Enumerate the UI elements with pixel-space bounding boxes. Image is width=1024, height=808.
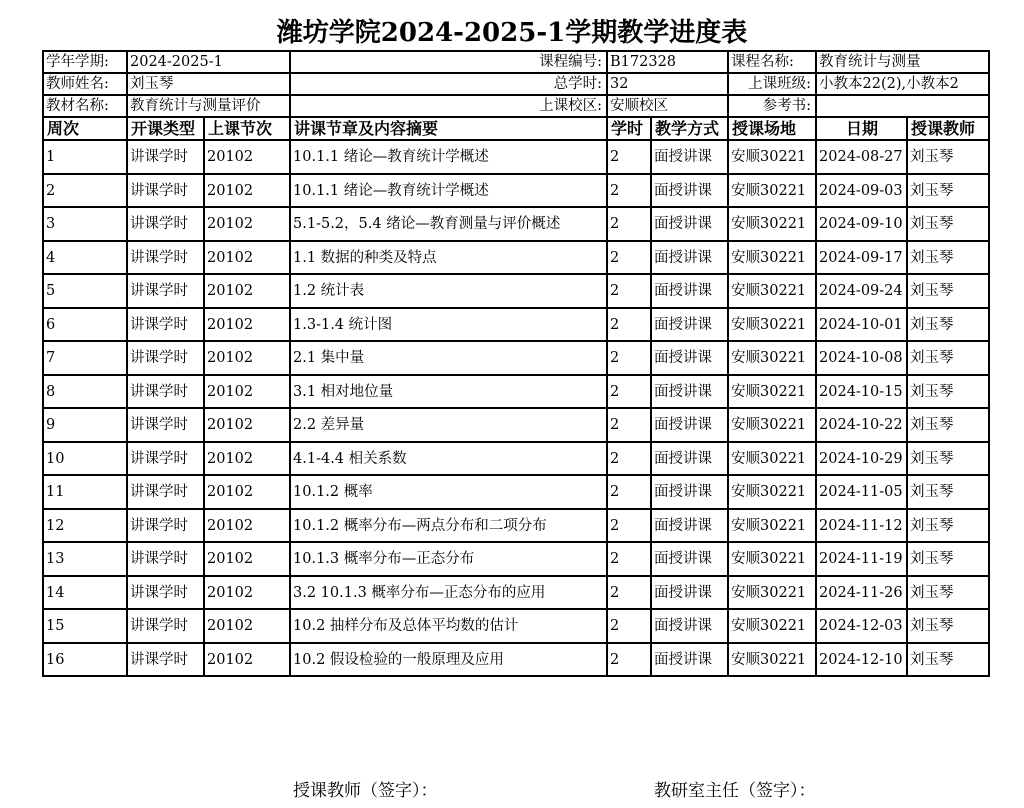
cell-hours: 2 — [607, 375, 651, 409]
cell-teacher: 刘玉琴 — [907, 140, 989, 174]
cell-content: 3.1 相对地位量 — [290, 375, 607, 409]
cell-date: 2024-09-17 — [816, 241, 907, 275]
cell-hours: 2 — [607, 576, 651, 610]
cell-venue: 安顺30221 — [728, 542, 816, 576]
cell-content: 1.1 数据的种类及特点 — [290, 241, 607, 275]
cell-week: 5 — [43, 274, 127, 308]
cell-period: 20102 — [204, 442, 290, 476]
cell-date: 2024-10-08 — [816, 341, 907, 375]
cell-teacher: 刘玉琴 — [907, 442, 989, 476]
table-row — [43, 509, 989, 543]
cell-method: 面授讲课 — [651, 542, 728, 576]
cell-week: 15 — [43, 609, 127, 643]
header-col-venue: 授课场地 — [728, 117, 816, 140]
cell-method: 面授讲课 — [651, 408, 728, 442]
cell-venue: 安顺30221 — [728, 408, 816, 442]
cell-teacher: 刘玉琴 — [907, 408, 989, 442]
cell-period: 20102 — [204, 241, 290, 275]
cell-content: 10.1.2 概率 — [290, 475, 607, 509]
cell-content: 1.2 统计表 — [290, 274, 607, 308]
cell-type: 讲课学时 — [127, 140, 204, 174]
cell-type: 讲课学时 — [127, 174, 204, 208]
cell-teacher: 刘玉琴 — [907, 274, 989, 308]
cell-content: 10.1.2 概率分布—两点分布和二项分布 — [290, 509, 607, 543]
cell-teacher: 刘玉琴 — [907, 308, 989, 342]
cell-method: 面授讲课 — [651, 442, 728, 476]
cell-date: 2024-12-10 — [816, 643, 907, 677]
cell-date: 2024-11-12 — [816, 509, 907, 543]
cell-week: 1 — [43, 140, 127, 174]
cell-period: 20102 — [204, 274, 290, 308]
director-signature-label: 教研室主任（签字）： — [654, 781, 816, 801]
cell-date: 2024-10-01 — [816, 308, 907, 342]
cell-week: 11 — [43, 475, 127, 509]
table-row — [43, 241, 989, 275]
cell-period: 20102 — [204, 341, 290, 375]
cell-teacher: 刘玉琴 — [907, 643, 989, 677]
cell-type: 讲课学时 — [127, 375, 204, 409]
cell-period: 20102 — [204, 609, 290, 643]
cell-content: 1.3-1.4 统计图 — [290, 308, 607, 342]
cell-period: 20102 — [204, 207, 290, 241]
reference-value — [816, 95, 989, 117]
cell-venue: 安顺30221 — [728, 274, 816, 308]
table-row — [43, 140, 989, 174]
cell-hours: 2 — [607, 241, 651, 275]
cell-method: 面授讲课 — [651, 308, 728, 342]
table-row — [43, 643, 989, 677]
cell-teacher: 刘玉琴 — [907, 207, 989, 241]
cell-type: 讲课学时 — [127, 308, 204, 342]
header-col-type: 开课类型 — [127, 117, 204, 140]
cell-venue: 安顺30221 — [728, 241, 816, 275]
cell-venue: 安顺30221 — [728, 643, 816, 677]
table-row — [43, 274, 989, 308]
cell-date: 2024-10-15 — [816, 375, 907, 409]
cell-method: 面授讲课 — [651, 609, 728, 643]
schedule-table — [42, 50, 990, 677]
course-name-label: 课程名称: — [728, 51, 816, 73]
cell-method: 面授讲课 — [651, 207, 728, 241]
course-code-value: B172328 — [607, 51, 728, 73]
header-col-hours: 学时 — [607, 117, 651, 140]
header-col-method: 教学方式 — [651, 117, 728, 140]
cell-teacher: 刘玉琴 — [907, 375, 989, 409]
course-name-value: 教育统计与测量 — [816, 51, 989, 73]
cell-method: 面授讲课 — [651, 643, 728, 677]
cell-hours: 2 — [607, 442, 651, 476]
cell-content: 10.1.1 绪论—教育统计学概述 — [290, 140, 607, 174]
table-row — [43, 542, 989, 576]
cell-period: 20102 — [204, 542, 290, 576]
cell-week: 2 — [43, 174, 127, 208]
cell-hours: 2 — [607, 609, 651, 643]
cell-date: 2024-08-27 — [816, 140, 907, 174]
cell-method: 面授讲课 — [651, 241, 728, 275]
cell-period: 20102 — [204, 308, 290, 342]
cell-period: 20102 — [204, 375, 290, 409]
cell-method: 面授讲课 — [651, 475, 728, 509]
cell-venue: 安顺30221 — [728, 375, 816, 409]
table-row — [43, 375, 989, 409]
cell-teacher: 刘玉琴 — [907, 576, 989, 610]
cell-venue: 安顺30221 — [728, 442, 816, 476]
table-row — [43, 174, 989, 208]
cell-type: 讲课学时 — [127, 408, 204, 442]
cell-type: 讲课学时 — [127, 442, 204, 476]
cell-content: 2.2 差异量 — [290, 408, 607, 442]
cell-teacher: 刘玉琴 — [907, 475, 989, 509]
reference-label: 参考书: — [728, 95, 816, 117]
cell-hours: 2 — [607, 509, 651, 543]
cell-date: 2024-09-24 — [816, 274, 907, 308]
cell-week: 9 — [43, 408, 127, 442]
header-col-content: 讲课节章及内容摘要 — [290, 117, 607, 140]
cell-method: 面授讲课 — [651, 509, 728, 543]
table-row — [43, 341, 989, 375]
cell-content: 10.1.3 概率分布—正态分布 — [290, 542, 607, 576]
campus-label: 上课校区: — [290, 95, 607, 117]
cell-teacher: 刘玉琴 — [907, 509, 989, 543]
table-row — [43, 576, 989, 610]
cell-hours: 2 — [607, 174, 651, 208]
cell-teacher: 刘玉琴 — [907, 174, 989, 208]
cell-week: 16 — [43, 643, 127, 677]
cell-date: 2024-11-05 — [816, 475, 907, 509]
cell-method: 面授讲课 — [651, 140, 728, 174]
cell-teacher: 刘玉琴 — [907, 241, 989, 275]
cell-hours: 2 — [607, 274, 651, 308]
header-col-date: 日期 — [816, 117, 907, 140]
cell-venue: 安顺30221 — [728, 140, 816, 174]
campus-value: 安顺校区 — [607, 95, 728, 117]
cell-hours: 2 — [607, 308, 651, 342]
cell-period: 20102 — [204, 408, 290, 442]
cell-week: 3 — [43, 207, 127, 241]
cell-week: 7 — [43, 341, 127, 375]
class-value: 小教本22(2),小教本2 — [816, 73, 989, 95]
total-hours-value: 32 — [607, 73, 728, 95]
cell-method: 面授讲课 — [651, 341, 728, 375]
cell-period: 20102 — [204, 475, 290, 509]
cell-hours: 2 — [607, 341, 651, 375]
header-col-week: 周次 — [43, 117, 127, 140]
cell-hours: 2 — [607, 643, 651, 677]
textbook-value: 教育统计与测量评价 — [127, 95, 290, 117]
cell-content: 5.1-5.2，5.4 绪论—教育测量与评价概述 — [290, 207, 607, 241]
cell-method: 面授讲课 — [651, 174, 728, 208]
cell-venue: 安顺30221 — [728, 475, 816, 509]
cell-date: 2024-10-22 — [816, 408, 907, 442]
cell-venue: 安顺30221 — [728, 308, 816, 342]
cell-hours: 2 — [607, 408, 651, 442]
course-code-label: 课程编号: — [290, 51, 607, 73]
cell-type: 讲课学时 — [127, 341, 204, 375]
cell-teacher: 刘玉琴 — [907, 609, 989, 643]
cell-week: 8 — [43, 375, 127, 409]
table-row — [43, 408, 989, 442]
cell-type: 讲课学时 — [127, 274, 204, 308]
table-row — [43, 207, 989, 241]
cell-teacher: 刘玉琴 — [907, 341, 989, 375]
cell-type: 讲课学时 — [127, 643, 204, 677]
cell-week: 10 — [43, 442, 127, 476]
textbook-label: 教材名称: — [43, 95, 127, 117]
info-row-teacher — [43, 73, 989, 95]
cell-week: 12 — [43, 509, 127, 543]
cell-type: 讲课学时 — [127, 576, 204, 610]
cell-content: 10.2 抽样分布及总体平均数的估计 — [290, 609, 607, 643]
cell-venue: 安顺30221 — [728, 609, 816, 643]
cell-type: 讲课学时 — [127, 609, 204, 643]
cell-week: 14 — [43, 576, 127, 610]
header-col-teacher: 授课教师 — [907, 117, 989, 140]
cell-method: 面授讲课 — [651, 576, 728, 610]
cell-type: 讲课学时 — [127, 542, 204, 576]
table-row — [43, 308, 989, 342]
info-row-term — [43, 51, 989, 73]
cell-hours: 2 — [607, 207, 651, 241]
cell-date: 2024-10-29 — [816, 442, 907, 476]
cell-method: 面授讲课 — [651, 274, 728, 308]
cell-type: 讲课学时 — [127, 241, 204, 275]
cell-content: 2.1 集中量 — [290, 341, 607, 375]
term-value: 2024-2025-1 — [127, 51, 290, 73]
cell-hours: 2 — [607, 542, 651, 576]
cell-content: 10.2 假设检验的一般原理及应用 — [290, 643, 607, 677]
cell-teacher: 刘玉琴 — [907, 542, 989, 576]
cell-period: 20102 — [204, 509, 290, 543]
header-col-period: 上课节次 — [204, 117, 290, 140]
cell-venue: 安顺30221 — [728, 509, 816, 543]
cell-week: 6 — [43, 308, 127, 342]
cell-week: 4 — [43, 241, 127, 275]
cell-type: 讲课学时 — [127, 207, 204, 241]
cell-date: 2024-11-19 — [816, 542, 907, 576]
cell-date: 2024-12-03 — [816, 609, 907, 643]
cell-content: 3.2 10.1.3 概率分布—正态分布的应用 — [290, 576, 607, 610]
cell-hours: 2 — [607, 140, 651, 174]
cell-venue: 安顺30221 — [728, 576, 816, 610]
cell-date: 2024-09-03 — [816, 174, 907, 208]
cell-method: 面授讲课 — [651, 375, 728, 409]
cell-period: 20102 — [204, 576, 290, 610]
teacher-label: 教师姓名: — [43, 73, 127, 95]
cell-hours: 2 — [607, 475, 651, 509]
table-row — [43, 442, 989, 476]
teacher-value: 刘玉琴 — [127, 73, 290, 95]
cell-content: 4.1-4.4 相关系数 — [290, 442, 607, 476]
page-title: 潍坊学院2024-2025-1学期教学进度表 — [276, 18, 748, 48]
cell-venue: 安顺30221 — [728, 207, 816, 241]
cell-week: 13 — [43, 542, 127, 576]
cell-period: 20102 — [204, 643, 290, 677]
cell-type: 讲课学时 — [127, 509, 204, 543]
table-row — [43, 475, 989, 509]
class-label: 上课班级: — [728, 73, 816, 95]
term-label: 学年学期: — [43, 51, 127, 73]
cell-period: 20102 — [204, 140, 290, 174]
cell-venue: 安顺30221 — [728, 174, 816, 208]
teacher-signature-label: 授课教师（签字）： — [293, 781, 438, 801]
cell-date: 2024-11-26 — [816, 576, 907, 610]
cell-venue: 安顺30221 — [728, 341, 816, 375]
table-header-row — [43, 117, 989, 140]
cell-date: 2024-09-10 — [816, 207, 907, 241]
cell-period: 20102 — [204, 174, 290, 208]
info-row-textbook — [43, 95, 989, 117]
total-hours-label: 总学时: — [290, 73, 607, 95]
table-row — [43, 609, 989, 643]
cell-content: 10.1.1 绪论—教育统计学概述 — [290, 174, 607, 208]
cell-type: 讲课学时 — [127, 475, 204, 509]
